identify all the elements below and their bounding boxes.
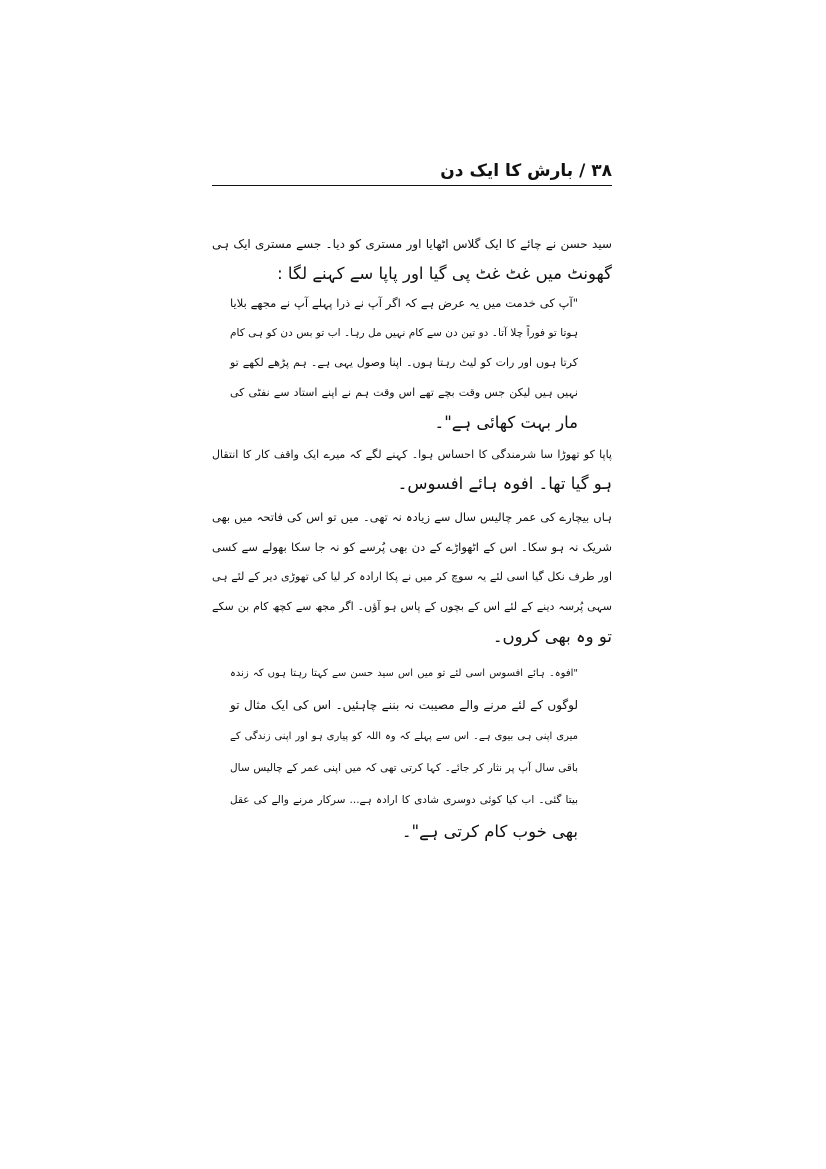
quote-line: "آپ کی خدمت میں یہ عرض ہے کہ اگر آپ نے ذرا پہلے آپ نے مجھے بلایا (230, 296, 578, 310)
text-line: ہاں بیچارے کی عمر چالیس سال سے زیادہ نہ تھی۔ میں تو اس کی فاتحہ میں بھی (212, 510, 612, 524)
text-line: سید حسن نے چائے کا ایک گلاس اٹھایا اور مستری کو دیا۔ جسے مستری ایک ہی (212, 237, 612, 251)
quote-line: نہیں ہیں لیکن جس وقت بچے تھے اس وقت ہم نے اپنے استاد سے نفٹی کی (230, 386, 578, 399)
quote-line: لوگوں کے لئے مرنے والے مصیبت نہ بننے چاہئیں۔ اس کی ایک مثال تو (230, 698, 578, 712)
quote-line: ہوتا تو فوراً چلا آتا۔ دو تین دن سے کام نہیں مل رہا۔ اب تو بس دن کو ہی کام (230, 327, 578, 339)
text-line: اور طرف نکل گیا اسی لئے یہ سوچ کر میں نے پکا ارادہ کر لیا کی تھوڑی دیر کے لئے ہی (212, 570, 612, 583)
quote-line: بیتا گئی۔ اب کیا کوئی دوسری شادی کا ارادہ ہے... سرکار مرنے والے کی عقل (230, 794, 578, 806)
text-line: تو وہ بھی کروں۔ (492, 627, 612, 646)
quote-line: بھی خوب کام کرتی ہے"۔ (401, 822, 578, 841)
text-line: پاپا کو تھوڑا سا شرمندگی کا احساس ہوا۔ کہنے لگے کہ میرے ایک واقف کار کا انتقال (212, 448, 612, 461)
quote-line: "افوہ۔ ہائے افسوس اسی لئے تو میں اس سید حسن سے کہتا رہتا ہوں کہ زندہ (230, 668, 578, 679)
text-line: سہی پُرسہ دینے کے لئے اس کے بچوں کے پاس ہو آؤں۔ اگر مجھ سے کچھ کام بن سکے (212, 600, 612, 613)
quote-line: باقی سال آپ پر نثار کر جائے۔ کہا کرتی تھی کہ میں اپنی عمر کے چالیس سال (230, 762, 578, 774)
quote-line: کرتا ہوں اور رات کو لیٹ رہتا ہوں۔ اپنا وصول یہی ہے۔ ہم پڑھے لکھے تو (230, 356, 578, 369)
text-line: گھونٹ میں غٹ غٹ پی گیا اور پاپا سے کہنے لگا : (277, 264, 612, 283)
running-header: ۳۸ / بارش کا ایک دن (440, 161, 612, 181)
text-line: ہو گیا تھا۔ افوہ ہائے افسوس۔ (397, 474, 612, 493)
text-line: شریک نہ ہو سکا۔ اس کے اٹھواڑے کے دن بھی پُرسے کو نہ جا سکا بھولے سے کسی (212, 540, 612, 554)
header-rule (212, 185, 612, 186)
quote-line: میری اپنی ہی بیوی ہے۔ اس سے پہلے کہ وہ اللہ کو پیاری ہو اور اپنی زندگی کے (230, 731, 578, 742)
quote-line: مار بہت کھائی ہے"۔ (434, 413, 578, 432)
